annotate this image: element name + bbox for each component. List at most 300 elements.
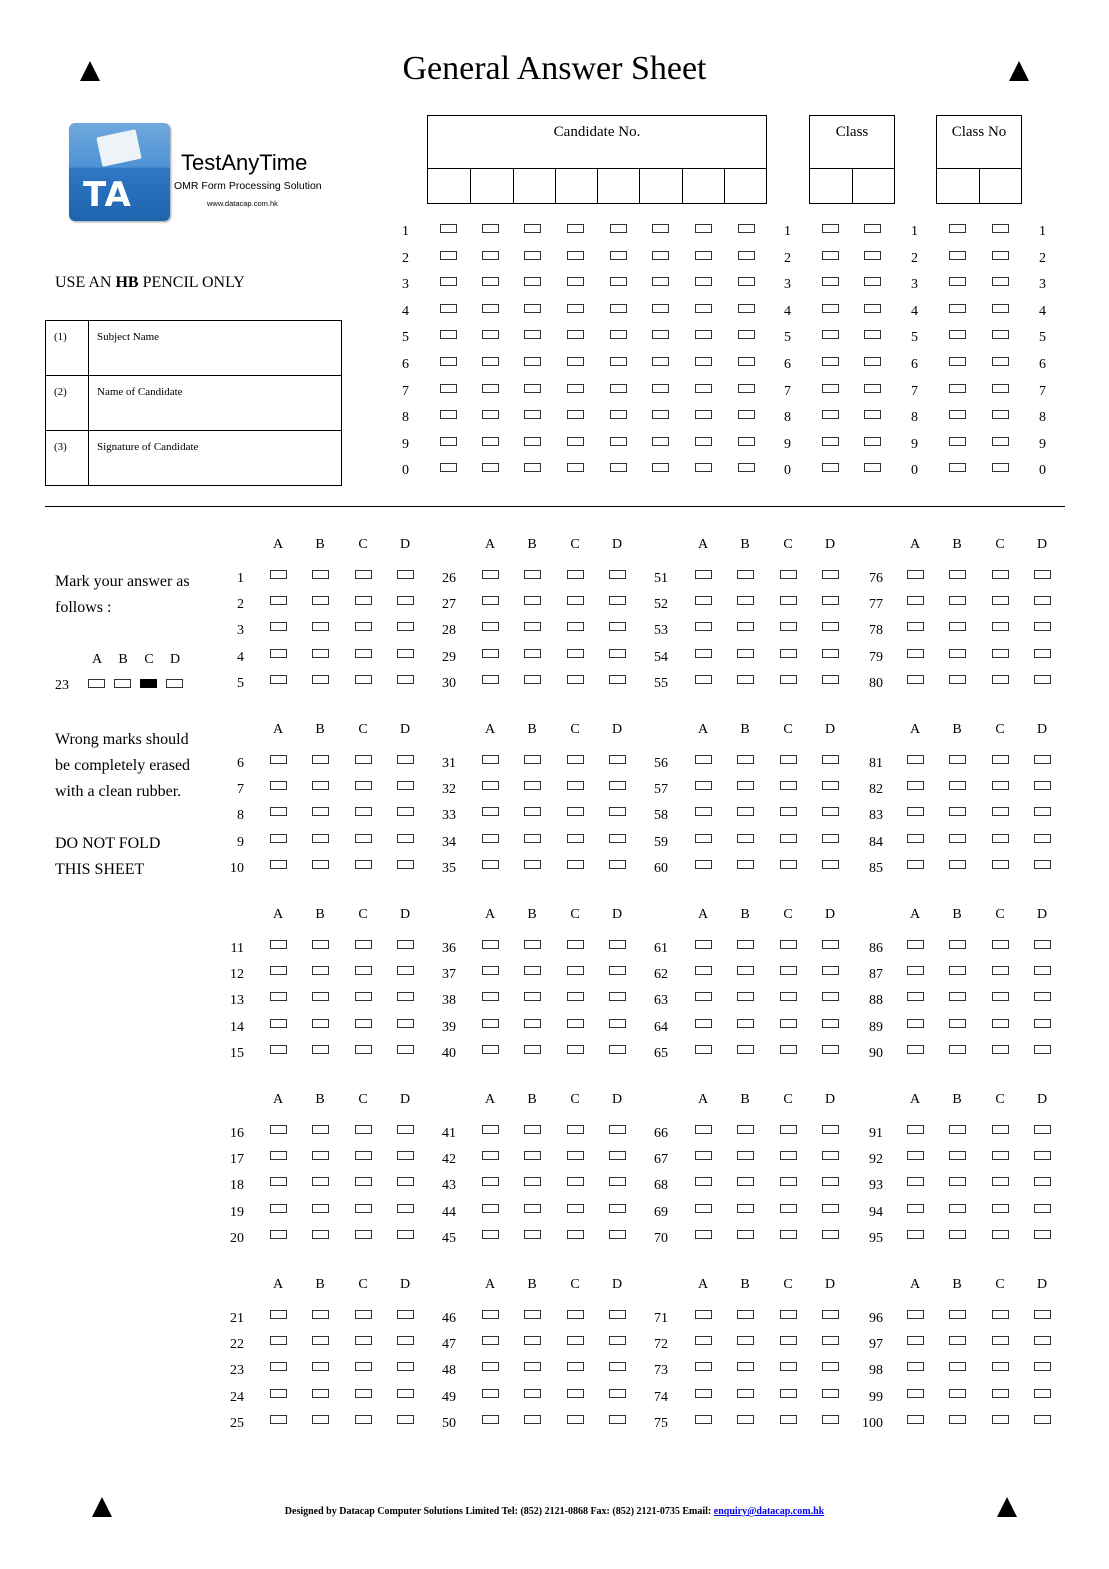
- answer-bubble-q64-b[interactable]: [737, 1019, 754, 1028]
- answer-bubble-q23-c[interactable]: [355, 1362, 372, 1371]
- answer-bubble-q63-d[interactable]: [822, 992, 839, 1001]
- answer-bubble-q99-b[interactable]: [949, 1389, 966, 1398]
- answer-bubble-q64-d[interactable]: [822, 1019, 839, 1028]
- answer-bubble-q60-c[interactable]: [780, 860, 797, 869]
- answer-bubble-q12-b[interactable]: [312, 966, 329, 975]
- answer-bubble-q3-a[interactable]: [270, 622, 287, 631]
- answer-bubble-q93-b[interactable]: [949, 1177, 966, 1186]
- answer-bubble-q42-c[interactable]: [567, 1151, 584, 1160]
- answer-bubble-q58-d[interactable]: [822, 807, 839, 816]
- class-bubble[interactable]: [864, 384, 881, 393]
- answer-bubble-q98-b[interactable]: [949, 1362, 966, 1371]
- answer-bubble-q36-a[interactable]: [482, 940, 499, 949]
- answer-bubble-q57-d[interactable]: [822, 781, 839, 790]
- answer-bubble-q90-b[interactable]: [949, 1045, 966, 1054]
- answer-bubble-q96-d[interactable]: [1034, 1310, 1051, 1319]
- answer-bubble-q14-c[interactable]: [355, 1019, 372, 1028]
- answer-bubble-q96-b[interactable]: [949, 1310, 966, 1319]
- answer-bubble-q32-a[interactable]: [482, 781, 499, 790]
- candidate-no-bubble[interactable]: [610, 277, 627, 286]
- candidate-no-bubble[interactable]: [567, 277, 584, 286]
- answer-bubble-q49-a[interactable]: [482, 1389, 499, 1398]
- answer-bubble-q85-b[interactable]: [949, 860, 966, 869]
- answer-bubble-q27-b[interactable]: [524, 596, 541, 605]
- answer-bubble-q55-c[interactable]: [780, 675, 797, 684]
- answer-bubble-q95-c[interactable]: [992, 1230, 1009, 1239]
- answer-bubble-q32-d[interactable]: [609, 781, 626, 790]
- class-no-bubble[interactable]: [949, 277, 966, 286]
- answer-bubble-q12-c[interactable]: [355, 966, 372, 975]
- answer-bubble-q100-b[interactable]: [949, 1415, 966, 1424]
- answer-bubble-q39-d[interactable]: [609, 1019, 626, 1028]
- answer-bubble-q61-b[interactable]: [737, 940, 754, 949]
- answer-bubble-q9-b[interactable]: [312, 834, 329, 843]
- candidate-no-bubble[interactable]: [482, 384, 499, 393]
- answer-bubble-q58-c[interactable]: [780, 807, 797, 816]
- answer-bubble-q73-b[interactable]: [737, 1362, 754, 1371]
- candidate-no-bubble[interactable]: [482, 330, 499, 339]
- answer-bubble-q40-c[interactable]: [567, 1045, 584, 1054]
- class-no-bubble[interactable]: [992, 384, 1009, 393]
- answer-bubble-q15-c[interactable]: [355, 1045, 372, 1054]
- class-no-bubble[interactable]: [992, 304, 1009, 313]
- answer-bubble-q47-d[interactable]: [609, 1336, 626, 1345]
- answer-bubble-q31-c[interactable]: [567, 755, 584, 764]
- answer-bubble-q79-d[interactable]: [1034, 649, 1051, 658]
- answer-bubble-q46-a[interactable]: [482, 1310, 499, 1319]
- answer-bubble-q86-a[interactable]: [907, 940, 924, 949]
- answer-bubble-q79-b[interactable]: [949, 649, 966, 658]
- class-bubble[interactable]: [864, 463, 881, 472]
- candidate-no-bubble[interactable]: [738, 304, 755, 313]
- answer-bubble-q89-a[interactable]: [907, 1019, 924, 1028]
- answer-bubble-q17-b[interactable]: [312, 1151, 329, 1160]
- candidate-no-bubble[interactable]: [440, 277, 457, 286]
- answer-bubble-q68-d[interactable]: [822, 1177, 839, 1186]
- answer-bubble-q19-c[interactable]: [355, 1204, 372, 1213]
- answer-bubble-q75-d[interactable]: [822, 1415, 839, 1424]
- answer-bubble-q72-c[interactable]: [780, 1336, 797, 1345]
- answer-bubble-q23-a[interactable]: [270, 1362, 287, 1371]
- answer-bubble-q68-b[interactable]: [737, 1177, 754, 1186]
- class-bubble[interactable]: [822, 410, 839, 419]
- answer-bubble-q69-c[interactable]: [780, 1204, 797, 1213]
- answer-bubble-q70-d[interactable]: [822, 1230, 839, 1239]
- candidate-no-bubble[interactable]: [567, 384, 584, 393]
- candidate-no-bubble[interactable]: [738, 384, 755, 393]
- answer-bubble-q78-b[interactable]: [949, 622, 966, 631]
- answer-bubble-q33-b[interactable]: [524, 807, 541, 816]
- candidate-no-bubble[interactable]: [738, 437, 755, 446]
- answer-bubble-q74-d[interactable]: [822, 1389, 839, 1398]
- answer-bubble-q24-a[interactable]: [270, 1389, 287, 1398]
- candidate-no-bubble[interactable]: [738, 224, 755, 233]
- class-bubble[interactable]: [822, 463, 839, 472]
- answer-bubble-q19-d[interactable]: [397, 1204, 414, 1213]
- candidate-no-bubble[interactable]: [610, 357, 627, 366]
- answer-bubble-q54-d[interactable]: [822, 649, 839, 658]
- answer-bubble-q76-b[interactable]: [949, 570, 966, 579]
- answer-bubble-q50-c[interactable]: [567, 1415, 584, 1424]
- answer-bubble-q52-a[interactable]: [695, 596, 712, 605]
- candidate-no-bubble[interactable]: [440, 224, 457, 233]
- answer-bubble-q74-b[interactable]: [737, 1389, 754, 1398]
- answer-bubble-q67-a[interactable]: [695, 1151, 712, 1160]
- answer-bubble-q75-a[interactable]: [695, 1415, 712, 1424]
- answer-bubble-q64-a[interactable]: [695, 1019, 712, 1028]
- answer-bubble-q91-a[interactable]: [907, 1125, 924, 1134]
- answer-bubble-q13-b[interactable]: [312, 992, 329, 1001]
- answer-bubble-q56-a[interactable]: [695, 755, 712, 764]
- answer-bubble-q83-c[interactable]: [992, 807, 1009, 816]
- candidate-no-bubble[interactable]: [567, 304, 584, 313]
- answer-bubble-q80-b[interactable]: [949, 675, 966, 684]
- class-bubble[interactable]: [822, 357, 839, 366]
- candidate-no-bubble[interactable]: [440, 437, 457, 446]
- answer-bubble-q77-c[interactable]: [992, 596, 1009, 605]
- answer-bubble-q61-d[interactable]: [822, 940, 839, 949]
- answer-bubble-q44-c[interactable]: [567, 1204, 584, 1213]
- answer-bubble-q12-d[interactable]: [397, 966, 414, 975]
- answer-bubble-q85-c[interactable]: [992, 860, 1009, 869]
- answer-bubble-q20-a[interactable]: [270, 1230, 287, 1239]
- answer-bubble-q29-d[interactable]: [609, 649, 626, 658]
- answer-bubble-q19-b[interactable]: [312, 1204, 329, 1213]
- answer-bubble-q9-a[interactable]: [270, 834, 287, 843]
- answer-bubble-q37-a[interactable]: [482, 966, 499, 975]
- answer-bubble-q59-d[interactable]: [822, 834, 839, 843]
- answer-bubble-q2-a[interactable]: [270, 596, 287, 605]
- candidate-no-bubble[interactable]: [695, 357, 712, 366]
- answer-bubble-q1-b[interactable]: [312, 570, 329, 579]
- answer-bubble-q26-b[interactable]: [524, 570, 541, 579]
- answer-bubble-q98-c[interactable]: [992, 1362, 1009, 1371]
- answer-bubble-q38-c[interactable]: [567, 992, 584, 1001]
- answer-bubble-q20-c[interactable]: [355, 1230, 372, 1239]
- answer-bubble-q16-a[interactable]: [270, 1125, 287, 1134]
- candidate-no-bubble[interactable]: [482, 463, 499, 472]
- answer-bubble-q4-b[interactable]: [312, 649, 329, 658]
- answer-bubble-q59-c[interactable]: [780, 834, 797, 843]
- answer-bubble-q22-d[interactable]: [397, 1336, 414, 1345]
- answer-bubble-q20-b[interactable]: [312, 1230, 329, 1239]
- answer-bubble-q94-b[interactable]: [949, 1204, 966, 1213]
- candidate-no-bubble[interactable]: [567, 330, 584, 339]
- answer-bubble-q18-b[interactable]: [312, 1177, 329, 1186]
- answer-bubble-q23-d[interactable]: [397, 1362, 414, 1371]
- answer-bubble-q18-c[interactable]: [355, 1177, 372, 1186]
- candidate-no-bubble[interactable]: [652, 224, 669, 233]
- answer-bubble-q8-d[interactable]: [397, 807, 414, 816]
- class-bubble[interactable]: [822, 304, 839, 313]
- class-no-bubble[interactable]: [949, 463, 966, 472]
- candidate-no-bubble[interactable]: [524, 277, 541, 286]
- answer-bubble-q61-a[interactable]: [695, 940, 712, 949]
- answer-bubble-q67-c[interactable]: [780, 1151, 797, 1160]
- class-bubble[interactable]: [864, 251, 881, 260]
- answer-bubble-q8-b[interactable]: [312, 807, 329, 816]
- answer-bubble-q40-b[interactable]: [524, 1045, 541, 1054]
- candidate-no-bubble[interactable]: [695, 304, 712, 313]
- candidate-no-bubble[interactable]: [652, 304, 669, 313]
- class-bubble[interactable]: [822, 277, 839, 286]
- answer-bubble-q86-b[interactable]: [949, 940, 966, 949]
- class-bubble[interactable]: [822, 330, 839, 339]
- answer-bubble-q86-c[interactable]: [992, 940, 1009, 949]
- answer-bubble-q55-b[interactable]: [737, 675, 754, 684]
- answer-bubble-q32-b[interactable]: [524, 781, 541, 790]
- answer-bubble-q43-d[interactable]: [609, 1177, 626, 1186]
- candidate-no-bubble[interactable]: [567, 357, 584, 366]
- candidate-no-bubble[interactable]: [440, 357, 457, 366]
- candidate-no-bubble[interactable]: [524, 251, 541, 260]
- class-no-bubble[interactable]: [992, 410, 1009, 419]
- answer-bubble-q56-d[interactable]: [822, 755, 839, 764]
- answer-bubble-q45-c[interactable]: [567, 1230, 584, 1239]
- answer-bubble-q10-a[interactable]: [270, 860, 287, 869]
- candidate-no-bubble[interactable]: [524, 463, 541, 472]
- candidate-no-bubble[interactable]: [738, 463, 755, 472]
- class-no-bubble[interactable]: [949, 224, 966, 233]
- candidate-no-bubble[interactable]: [738, 330, 755, 339]
- answer-bubble-q9-d[interactable]: [397, 834, 414, 843]
- answer-bubble-q39-c[interactable]: [567, 1019, 584, 1028]
- candidate-no-bubble[interactable]: [610, 384, 627, 393]
- answer-bubble-q7-a[interactable]: [270, 781, 287, 790]
- answer-bubble-q62-b[interactable]: [737, 966, 754, 975]
- answer-bubble-q68-c[interactable]: [780, 1177, 797, 1186]
- answer-bubble-q84-c[interactable]: [992, 834, 1009, 843]
- answer-bubble-q76-d[interactable]: [1034, 570, 1051, 579]
- answer-bubble-q8-a[interactable]: [270, 807, 287, 816]
- answer-bubble-q81-b[interactable]: [949, 755, 966, 764]
- answer-bubble-q45-a[interactable]: [482, 1230, 499, 1239]
- answer-bubble-q7-b[interactable]: [312, 781, 329, 790]
- candidate-no-bubble[interactable]: [524, 304, 541, 313]
- candidate-no-bubble[interactable]: [652, 357, 669, 366]
- answer-bubble-q6-c[interactable]: [355, 755, 372, 764]
- answer-bubble-q19-a[interactable]: [270, 1204, 287, 1213]
- candidate-no-bubble[interactable]: [738, 277, 755, 286]
- class-no-bubble[interactable]: [949, 251, 966, 260]
- answer-bubble-q95-d[interactable]: [1034, 1230, 1051, 1239]
- answer-bubble-q15-a[interactable]: [270, 1045, 287, 1054]
- answer-bubble-q67-b[interactable]: [737, 1151, 754, 1160]
- answer-bubble-q33-a[interactable]: [482, 807, 499, 816]
- class-bubble[interactable]: [822, 384, 839, 393]
- answer-bubble-q38-d[interactable]: [609, 992, 626, 1001]
- answer-bubble-q66-d[interactable]: [822, 1125, 839, 1134]
- answer-bubble-q38-b[interactable]: [524, 992, 541, 1001]
- class-no-bubble[interactable]: [992, 224, 1009, 233]
- answer-bubble-q27-d[interactable]: [609, 596, 626, 605]
- answer-bubble-q82-d[interactable]: [1034, 781, 1051, 790]
- answer-bubble-q52-c[interactable]: [780, 596, 797, 605]
- candidate-no-bubble[interactable]: [695, 277, 712, 286]
- answer-bubble-q65-c[interactable]: [780, 1045, 797, 1054]
- answer-bubble-q1-a[interactable]: [270, 570, 287, 579]
- answer-bubble-q3-c[interactable]: [355, 622, 372, 631]
- answer-bubble-q92-b[interactable]: [949, 1151, 966, 1160]
- class-bubble[interactable]: [864, 304, 881, 313]
- answer-bubble-q43-a[interactable]: [482, 1177, 499, 1186]
- answer-bubble-q96-a[interactable]: [907, 1310, 924, 1319]
- answer-bubble-q62-a[interactable]: [695, 966, 712, 975]
- answer-bubble-q78-a[interactable]: [907, 622, 924, 631]
- answer-bubble-q75-c[interactable]: [780, 1415, 797, 1424]
- candidate-no-bubble[interactable]: [567, 224, 584, 233]
- class-no-bubble[interactable]: [949, 437, 966, 446]
- candidate-no-bubble[interactable]: [482, 277, 499, 286]
- answer-bubble-q2-c[interactable]: [355, 596, 372, 605]
- answer-bubble-q50-d[interactable]: [609, 1415, 626, 1424]
- candidate-no-bubble[interactable]: [440, 463, 457, 472]
- answer-bubble-q34-b[interactable]: [524, 834, 541, 843]
- answer-bubble-q82-a[interactable]: [907, 781, 924, 790]
- answer-bubble-q21-c[interactable]: [355, 1310, 372, 1319]
- candidate-no-bubble[interactable]: [695, 463, 712, 472]
- answer-bubble-q81-a[interactable]: [907, 755, 924, 764]
- answer-bubble-q54-b[interactable]: [737, 649, 754, 658]
- answer-bubble-q76-c[interactable]: [992, 570, 1009, 579]
- class-bubble[interactable]: [864, 410, 881, 419]
- answer-bubble-q79-c[interactable]: [992, 649, 1009, 658]
- answer-bubble-q90-c[interactable]: [992, 1045, 1009, 1054]
- answer-bubble-q78-c[interactable]: [992, 622, 1009, 631]
- answer-bubble-q63-b[interactable]: [737, 992, 754, 1001]
- answer-bubble-q75-b[interactable]: [737, 1415, 754, 1424]
- candidate-no-bubble[interactable]: [610, 410, 627, 419]
- candidate-no-bubble[interactable]: [482, 304, 499, 313]
- answer-bubble-q16-b[interactable]: [312, 1125, 329, 1134]
- answer-bubble-q20-d[interactable]: [397, 1230, 414, 1239]
- answer-bubble-q63-c[interactable]: [780, 992, 797, 1001]
- answer-bubble-q99-c[interactable]: [992, 1389, 1009, 1398]
- candidate-no-bubble[interactable]: [610, 437, 627, 446]
- candidate-no-bubble[interactable]: [610, 463, 627, 472]
- answer-bubble-q11-b[interactable]: [312, 940, 329, 949]
- answer-bubble-q10-d[interactable]: [397, 860, 414, 869]
- answer-bubble-q17-d[interactable]: [397, 1151, 414, 1160]
- answer-bubble-q51-a[interactable]: [695, 570, 712, 579]
- answer-bubble-q51-b[interactable]: [737, 570, 754, 579]
- candidate-no-bubble[interactable]: [738, 357, 755, 366]
- answer-bubble-q65-b[interactable]: [737, 1045, 754, 1054]
- answer-bubble-q73-d[interactable]: [822, 1362, 839, 1371]
- answer-bubble-q30-d[interactable]: [609, 675, 626, 684]
- candidate-no-bubble[interactable]: [695, 384, 712, 393]
- answer-bubble-q46-c[interactable]: [567, 1310, 584, 1319]
- answer-bubble-q5-d[interactable]: [397, 675, 414, 684]
- answer-bubble-q39-a[interactable]: [482, 1019, 499, 1028]
- answer-bubble-q48-a[interactable]: [482, 1362, 499, 1371]
- answer-bubble-q93-d[interactable]: [1034, 1177, 1051, 1186]
- answer-bubble-q58-a[interactable]: [695, 807, 712, 816]
- answer-bubble-q51-c[interactable]: [780, 570, 797, 579]
- answer-bubble-q13-c[interactable]: [355, 992, 372, 1001]
- answer-bubble-q83-d[interactable]: [1034, 807, 1051, 816]
- answer-bubble-q30-b[interactable]: [524, 675, 541, 684]
- answer-bubble-q48-d[interactable]: [609, 1362, 626, 1371]
- candidate-no-bubble[interactable]: [440, 251, 457, 260]
- answer-bubble-q9-c[interactable]: [355, 834, 372, 843]
- answer-bubble-q72-b[interactable]: [737, 1336, 754, 1345]
- answer-bubble-q17-a[interactable]: [270, 1151, 287, 1160]
- answer-bubble-q14-a[interactable]: [270, 1019, 287, 1028]
- answer-bubble-q73-c[interactable]: [780, 1362, 797, 1371]
- answer-bubble-q84-a[interactable]: [907, 834, 924, 843]
- candidate-no-bubble[interactable]: [524, 437, 541, 446]
- answer-bubble-q66-c[interactable]: [780, 1125, 797, 1134]
- answer-bubble-q99-a[interactable]: [907, 1389, 924, 1398]
- answer-bubble-q48-b[interactable]: [524, 1362, 541, 1371]
- answer-bubble-q22-c[interactable]: [355, 1336, 372, 1345]
- answer-bubble-q55-d[interactable]: [822, 675, 839, 684]
- answer-bubble-q76-a[interactable]: [907, 570, 924, 579]
- answer-bubble-q37-d[interactable]: [609, 966, 626, 975]
- answer-bubble-q98-d[interactable]: [1034, 1362, 1051, 1371]
- answer-bubble-q17-c[interactable]: [355, 1151, 372, 1160]
- answer-bubble-q34-a[interactable]: [482, 834, 499, 843]
- answer-bubble-q24-c[interactable]: [355, 1389, 372, 1398]
- class-no-bubble[interactable]: [992, 330, 1009, 339]
- answer-bubble-q22-b[interactable]: [312, 1336, 329, 1345]
- answer-bubble-q57-c[interactable]: [780, 781, 797, 790]
- answer-bubble-q90-d[interactable]: [1034, 1045, 1051, 1054]
- answer-bubble-q83-b[interactable]: [949, 807, 966, 816]
- candidate-no-bubble[interactable]: [610, 251, 627, 260]
- answer-bubble-q95-b[interactable]: [949, 1230, 966, 1239]
- answer-bubble-q41-d[interactable]: [609, 1125, 626, 1134]
- answer-bubble-q1-d[interactable]: [397, 570, 414, 579]
- answer-bubble-q94-a[interactable]: [907, 1204, 924, 1213]
- answer-bubble-q31-a[interactable]: [482, 755, 499, 764]
- answer-bubble-q69-d[interactable]: [822, 1204, 839, 1213]
- answer-bubble-q35-d[interactable]: [609, 860, 626, 869]
- answer-bubble-q21-a[interactable]: [270, 1310, 287, 1319]
- answer-bubble-q25-a[interactable]: [270, 1415, 287, 1424]
- answer-bubble-q47-c[interactable]: [567, 1336, 584, 1345]
- answer-bubble-q47-b[interactable]: [524, 1336, 541, 1345]
- answer-bubble-q81-c[interactable]: [992, 755, 1009, 764]
- answer-bubble-q4-c[interactable]: [355, 649, 372, 658]
- answer-bubble-q8-c[interactable]: [355, 807, 372, 816]
- answer-bubble-q28-b[interactable]: [524, 622, 541, 631]
- answer-bubble-q59-a[interactable]: [695, 834, 712, 843]
- class-bubble[interactable]: [864, 224, 881, 233]
- candidate-no-bubble[interactable]: [524, 384, 541, 393]
- answer-bubble-q40-a[interactable]: [482, 1045, 499, 1054]
- answer-bubble-q63-a[interactable]: [695, 992, 712, 1001]
- candidate-no-bubble[interactable]: [652, 410, 669, 419]
- answer-bubble-q1-c[interactable]: [355, 570, 372, 579]
- answer-bubble-q60-a[interactable]: [695, 860, 712, 869]
- candidate-no-bubble[interactable]: [440, 330, 457, 339]
- answer-bubble-q80-c[interactable]: [992, 675, 1009, 684]
- answer-bubble-q50-a[interactable]: [482, 1415, 499, 1424]
- answer-bubble-q26-a[interactable]: [482, 570, 499, 579]
- candidate-no-bubble[interactable]: [695, 330, 712, 339]
- answer-bubble-q40-d[interactable]: [609, 1045, 626, 1054]
- answer-bubble-q26-c[interactable]: [567, 570, 584, 579]
- answer-bubble-q44-b[interactable]: [524, 1204, 541, 1213]
- answer-bubble-q5-c[interactable]: [355, 675, 372, 684]
- answer-bubble-q49-c[interactable]: [567, 1389, 584, 1398]
- answer-bubble-q69-b[interactable]: [737, 1204, 754, 1213]
- answer-bubble-q35-c[interactable]: [567, 860, 584, 869]
- candidate-no-bubble[interactable]: [610, 330, 627, 339]
- candidate-no-bubble[interactable]: [440, 304, 457, 313]
